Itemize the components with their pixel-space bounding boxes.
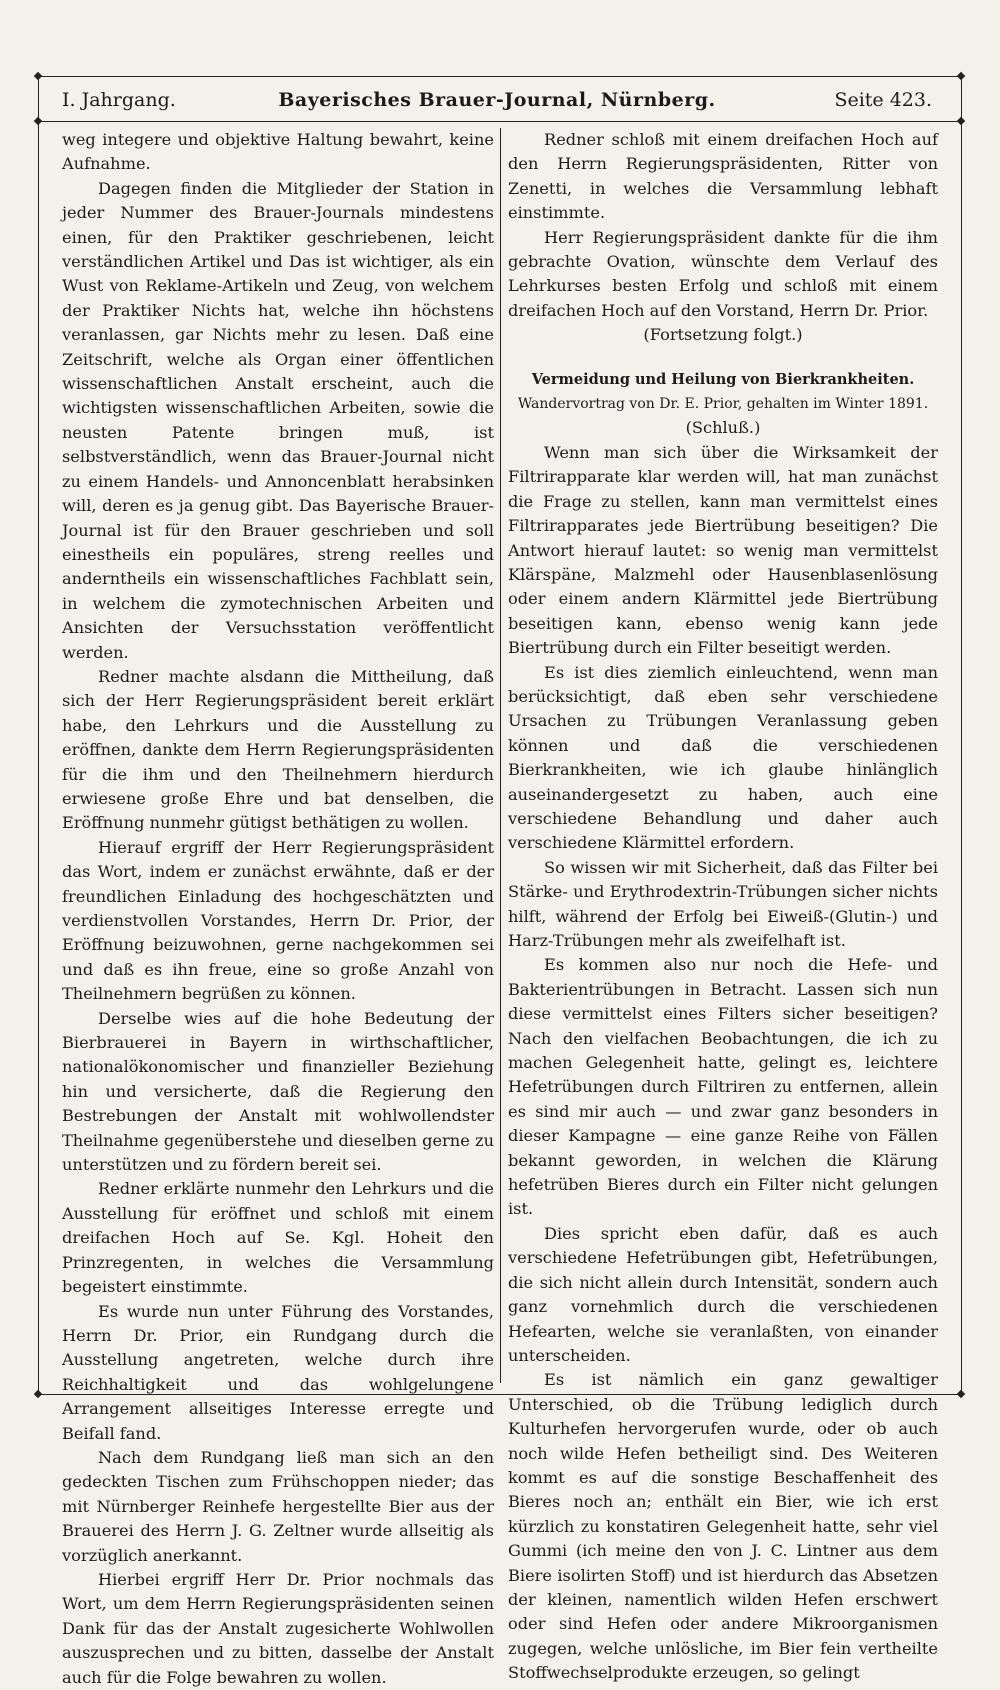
paragraph: Redner schloß mit einem dreifachen Hoch auf den Herrn Regierungspräsidenten, Ritter von Zenetti, in welches die Versammlung lebhaft einstimmte. [508, 130, 938, 223]
paragraph: Redner machte alsdann die Mittheilung, daß sich der Herr Regierungspräsident bereit erklärt habe, den Lehrkurs und die Ausstellung zu eröffnen, dankte dem Herrn Regierungspräsidenten für die ihm und den Theilnehmern hierdurch erwiesene große Ehre und bat denselben, die Eröffnung nunmehr gütigst bethätigen zu wollen. [62, 666, 494, 833]
journal-title: Bayerisches Brauer-Journal, Nürnberg. [278, 89, 716, 111]
paragraph: Derselbe wies auf die hohe Bedeutung der Bierbrauerei in Bayern in wirthschaftlicher, nationalökonomischer und finanzieller Beziehung hin und versicherte, daß die Regierung den Bestrebungen der Anstalt mit wohlwollendster Theilnahme gegenüberstehe und dieselben gerne zu unterstützen und zu fördern bereit sei. [62, 1008, 494, 1175]
paragraph: Dies spricht eben dafür, daß es auch verschiedene Hefetrübungen gibt, Hefetrübungen, die sich nicht allein durch Intensität, sondern auch ganz vornehmlich durch die verschiedenen Hefearten, welche sie veranlaßten, von einander unterscheiden. [508, 1223, 938, 1365]
corner-ornament-ml [34, 117, 42, 125]
conclusion-label: (Schluß.) [685, 418, 761, 438]
corner-ornament-bl [34, 1390, 42, 1398]
paragraph: Es kommen also nur noch die Hefe- und Bakterientrübungen in Betracht. Lassen sich nun diese vermittelst eines Filters sicher beseitigen? Nach den vielfachen Beobachtungen, die ich zu machen Gelegenheit hatte, gelingt es, leichtere Hefetrübungen durch Filtriren zu entfernen, allein es sind mir auch — und zwar ganz besonders in dieser Kampagne — eine ganze Reihe von Fällen bekannt geworden, in welchen die Klärung hefetrüben Bieres durch ein Filter nicht gelungen ist. [508, 955, 938, 1219]
paragraph: weg integere und objektive Haltung bewahrt, keine Aufnahme. [62, 130, 494, 174]
paragraph: Hierauf ergriff der Herr Regierungspräsident das Wort, indem er zunächst erwähnte, daß er der freundlichen Einladung des hochgeschätzten und verdienstvollen Vorstandes, Herrn Dr. Prior, der Eröffnung beizuwohnen, gerne nachgekommen sei und daß es ihn freue, eine so große Anzahl von Theilnehmern begrüßen zu können. [62, 837, 494, 1004]
corner-ornament-br [957, 1390, 965, 1398]
running-header [62, 86, 932, 114]
paragraph: Es wurde nun unter Führung des Vorstandes, Herrn Dr. Prior, ein Rundgang durch die Ausstellung angetreten, welche durch ihre Reichhaltigkeit und das wohlgelungene Arrangement allseitiges Interesse erregte und Beifall fand. [62, 1301, 494, 1443]
corner-ornament-tl [34, 72, 42, 80]
paragraph: Herr Regierungspräsident dankte für die ihm gebrachte Ovation, wünschte dem Verlauf des Lehrkurses besten Erfolg und schloß mit einem dreifachen Hoch auf den Vorstand, Herrn Dr. Prior. [508, 227, 938, 320]
article-byline: Wandervortrag von Dr. E. Prior, gehalten im Winter 1891. [517, 396, 929, 413]
paragraph: Es ist nämlich ein ganz gewaltiger Unterschied, ob die Trübung lediglich durch Kulturhefen hervorgerufen wurde, oder ob auch noch wilde Hefen betheiligt sind. Des Weiteren kommt es auf die sonstige Beschaffenheit des Bieres noch an; enthält ein Bier, wie ich erst kürzlich zu konstatiren Gelegenheit hatte, sehr viel Gummi (ich meine den von J. C. Lintner aus dem Biere isolirten Stoff) und ist hierdurch das Absetzen der kleinen, namentlich wilden Hefen erschwert oder sind Hefen oder andere Mikroorganismen zugegen, welche unlösliche, im Bier fein vertheilte Stoffwechselprodukte erzeugen, so gelingt [508, 1370, 938, 1683]
paragraph: So wissen wir mit Sicherheit, daß das Filter bei Stärke- und Erythrodextrin-Trübungen sicher nichts hilft, während der Erfolg bei Eiweiß-(Glutin-) und Harz-Trübungen mehr als zweifelhaft ist. [508, 857, 938, 950]
top-rule [38, 76, 962, 77]
right-column [508, 128, 938, 1686]
paragraph: Es ist dies ziemlich einleuchtend, wenn man berücksichtigt, daß eben sehr verschiedene Ursachen zu Trübungen Veranlassung geben können und daß die verschiedenen Bierkrankheiten, wie ich glaube hinlänglich auseinandergesetzt zu haben, auch eine verschiedene Behandlung und daher auch verschiedene Klärmittel erfordern. [508, 662, 938, 853]
page-number: Seite 423. [834, 89, 932, 111]
article-title: Vermeidung und Heilung von Bierkrankheiten. [531, 370, 915, 388]
continued-note: (Fortsetzung folgt.) [643, 325, 803, 345]
paragraph: Redner erklärte nunmehr den Lehrkurs und die Ausstellung für eröffnet und schloß mit einem dreifachen Hoch auf Se. Kgl. Hoheit den Prinzregenten, in welches die Versammlung begeistert einstimmte. [62, 1179, 494, 1297]
corner-ornament-tr [957, 72, 965, 80]
left-column [62, 128, 494, 1690]
paragraph: Wenn man sich über die Wirksamkeit der Filtrirapparate klar werden will, hat man zunächst die Frage zu stellen, kann man vermittelst eines Filtrirapparates jede Biertrübung beseitigen? Die Antwort hierauf lautet: so wenig man vermittelst Klärspäne, Malzmehl oder Hausenblasenlösung oder einem andern Klärmittel jede Biertrübung beseitigen kann, ebenso wenig kann jede Biertrübung durch ein Filter beseitigt werden. [508, 442, 938, 658]
volume-label: I. Jahrgang. [62, 89, 176, 111]
paragraph: Dagegen finden die Mitglieder der Station in jeder Nummer des Brauer-Journals mindestens einen, für den Praktiker geschriebenen, leicht verständlichen Artikel und Das ist wichtiger, als ein Wust von Reklame-Artikeln und Zeug, von welchem der Praktiker Nichts hat, welche ihn höchstens veranlassen, gar Nichts mehr zu lesen. Daß eine Zeitschrift, welche als Organ einer öffentlichen wissenschaftlichen Anstalt erscheint, auch die wichtigsten wissenschaftlichen Arbeiten, sowie die neusten Patente bringen muß, ist selbstverständlich, wenn das Brauer-Journal nicht zu einem Handels- und Annoncenblatt herabsinken will, deren es ja genug gibt. Das Bayerische Brauer-Journal ist für den Brauer geschrieben und soll einestheils ein populäres, streng reelles und anderntheils ein wissenschaftliches Fachblatt sein, in welchem die zymotechnischen Arbeiten und Ansichten der Versuchsstation veröffentlicht werden. [62, 178, 494, 662]
paragraph: Nach dem Rundgang ließ man sich an den gedeckten Tischen zum Frühschoppen nieder; das mit Nürnberger Reinhefe hergestellte Bier aus der Brauerei des Herrn J. G. Zeltner wurde allseitig als vorzüglich anerkannt. [62, 1447, 494, 1565]
corner-ornament-mr [957, 117, 965, 125]
paragraph: Hierbei ergriff Herr Dr. Prior nochmals das Wort, um dem Herrn Regierungspräsidenten seinen Dank für das der Anstalt zugesicherte Wohlwollen auszusprechen und zu bitten, dasselbe der Anstalt auch für die Folge bewahren zu wollen. [62, 1569, 494, 1687]
column-divider [500, 128, 501, 1383]
right-frame-rule [961, 76, 962, 1394]
header-rule [38, 121, 962, 122]
left-frame-rule [38, 76, 39, 1394]
